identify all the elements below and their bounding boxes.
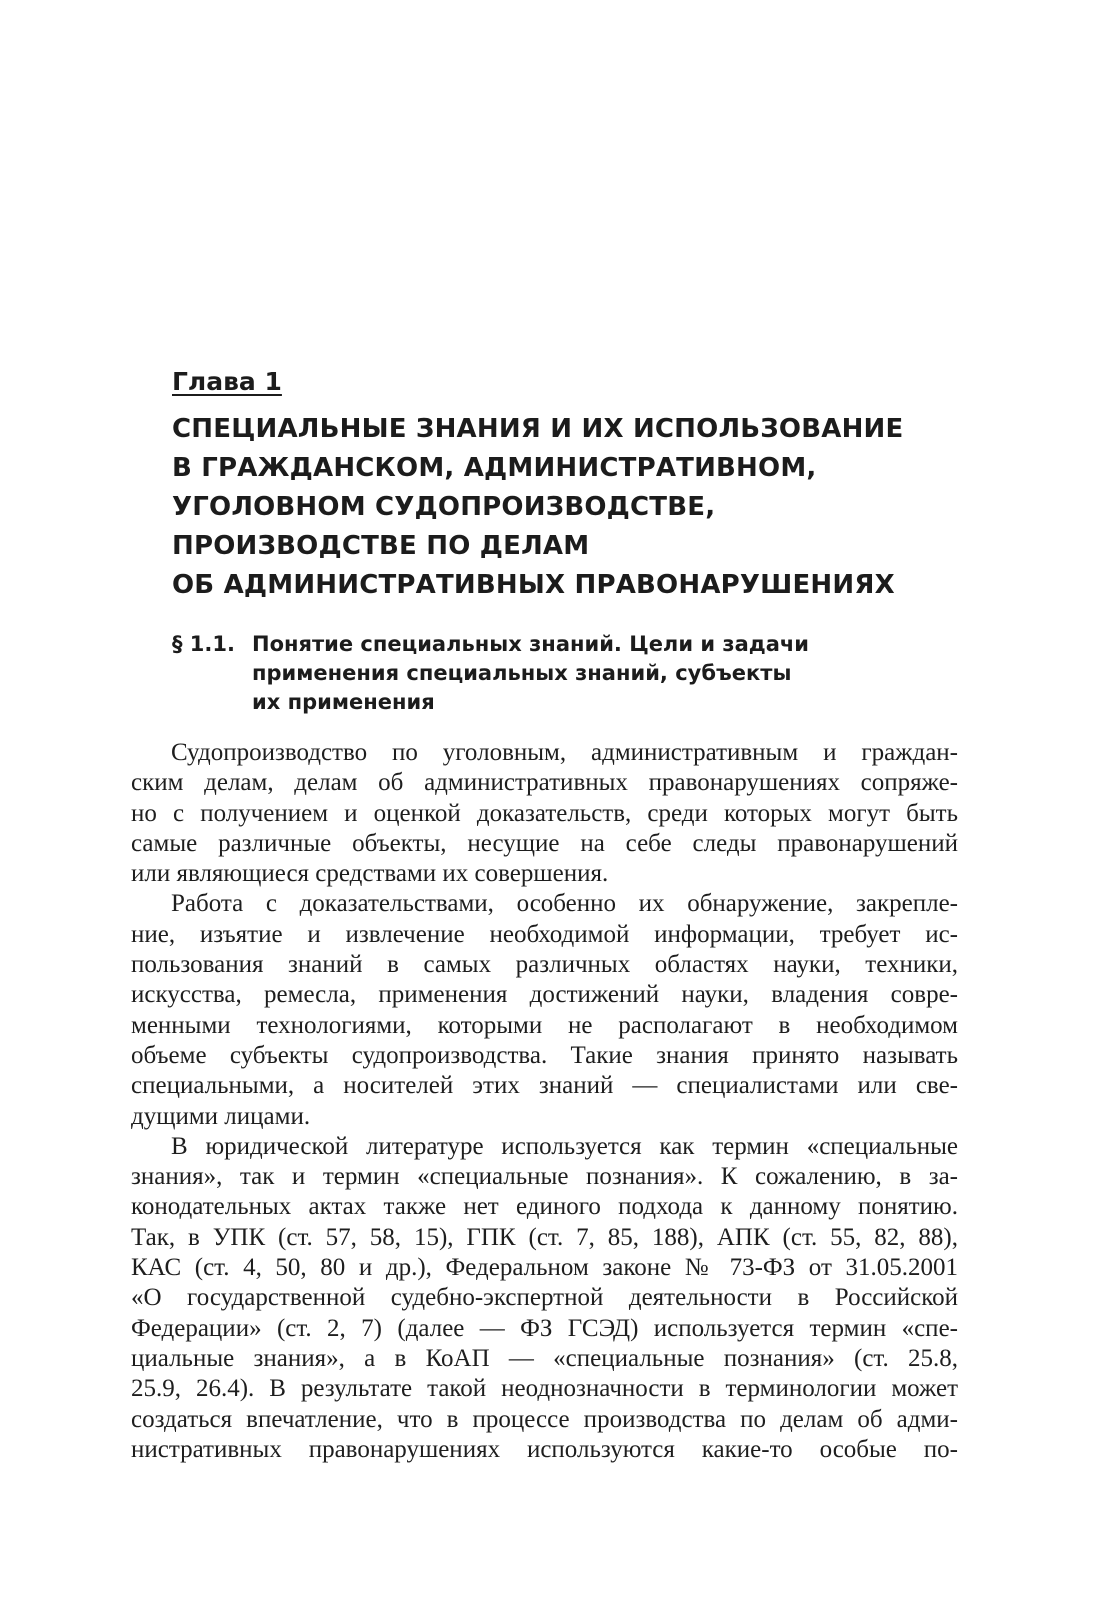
chapter-title-line: СПЕЦИАЛЬНЫЕ ЗНАНИЯ И ИХ ИСПОЛЬЗОВАНИЕ: [172, 414, 904, 444]
text-line: или являющиеся средствами их совершения.: [131, 860, 609, 888]
text-line: 25.9, 26.4). В результате такой неоднозначности в терминологии может: [131, 1375, 958, 1403]
chapter-title-line: В ГРАЖДАНСКОМ, АДМИНИСТРАТИВНОМ,: [172, 453, 817, 483]
section-number: § 1.1.: [172, 632, 235, 656]
text-line: дущими лицами.: [131, 1102, 311, 1130]
section-title-line: применения специальных знаний, субъекты: [252, 661, 792, 685]
text-line: В юридической литературе используется как термин «специальные: [171, 1132, 958, 1160]
section-title-line: их применения: [252, 690, 435, 714]
text-line: КАС (ст. 4, 50, 80 и др.), Федеральном законе № 73-ФЗ от 31.05.2001: [131, 1254, 958, 1282]
text-line: циальные знания», а в КоАП — «специальные познания» (ст. 25.8,: [131, 1344, 958, 1372]
text-line: Работа с доказательствами, особенно их обнаружение, закрепле-: [171, 890, 958, 918]
text-line: Судопроизводство по уголовным, административным и граждан-: [171, 739, 958, 766]
text-line: «О государственной судебно-экспертной деятельности в Российской: [131, 1284, 958, 1312]
section-title-line: Понятие специальных знаний. Цели и задачи: [252, 632, 810, 656]
text-line: искусства, ремесла, применения достижений науки, владения совре-: [131, 981, 958, 1009]
paragraph: [131, 889, 958, 1131]
text-line: создаться впечатление, что в процессе производства по делам об адми-: [131, 1405, 958, 1433]
paragraph: [131, 738, 958, 889]
text-line: самые различные объекты, несущие на себе следы правонарушений: [131, 829, 958, 857]
chapter-title-line: ПРОИЗВОДСТВЕ ПО ДЕЛАМ: [172, 531, 590, 561]
chapter-title-line: УГОЛОВНОМ СУДОПРОИЗВОДСТВЕ,: [172, 492, 716, 522]
text-line: Так, в УПК (ст. 57, 58, 15), ГПК (ст. 7, 85, 188), АПК (ст. 55, 82, 88),: [131, 1223, 958, 1251]
text-line: объеме субъекты судопроизводства. Такие знания принято называть: [131, 1041, 958, 1069]
text-line: Федерации» (ст. 2, 7) (далее — ФЗ ГСЭД) используется термин «спе-: [131, 1314, 958, 1342]
text-line: специальными, а носителей этих знаний — специалистами или све-: [131, 1072, 958, 1100]
paragraph: [131, 1132, 958, 1465]
chapter-title-line: ОБ АДМИНИСТРАТИВНЫХ ПРАВОНАРУШЕНИЯХ: [172, 570, 895, 600]
text-line: конодательных актах также нет единого подхода к данному понятию.: [131, 1193, 958, 1221]
text-line: менными технологиями, которыми не располагают в необходимом: [131, 1011, 958, 1039]
text-line: нистративных правонарушениях используются какие-то особые по-: [131, 1435, 958, 1463]
text-line: но с получением и оценкой доказательств, среди которых могут быть: [131, 799, 958, 827]
chapter-title: [172, 410, 972, 605]
chapter-label: Глава 1: [172, 367, 282, 396]
text-line: знания», так и термин «специальные познания». К сожалению, в за-: [131, 1163, 958, 1191]
body-text: [131, 738, 958, 1465]
text-line: пользования знаний в самых различных областях науки, техники,: [131, 951, 958, 979]
text-line: ским делам, делам об административных правонарушениях сопряже-: [131, 769, 958, 797]
text-line: ние, изъятие и извлечение необходимой информации, требует ис-: [131, 920, 958, 948]
section-title: [252, 630, 952, 717]
